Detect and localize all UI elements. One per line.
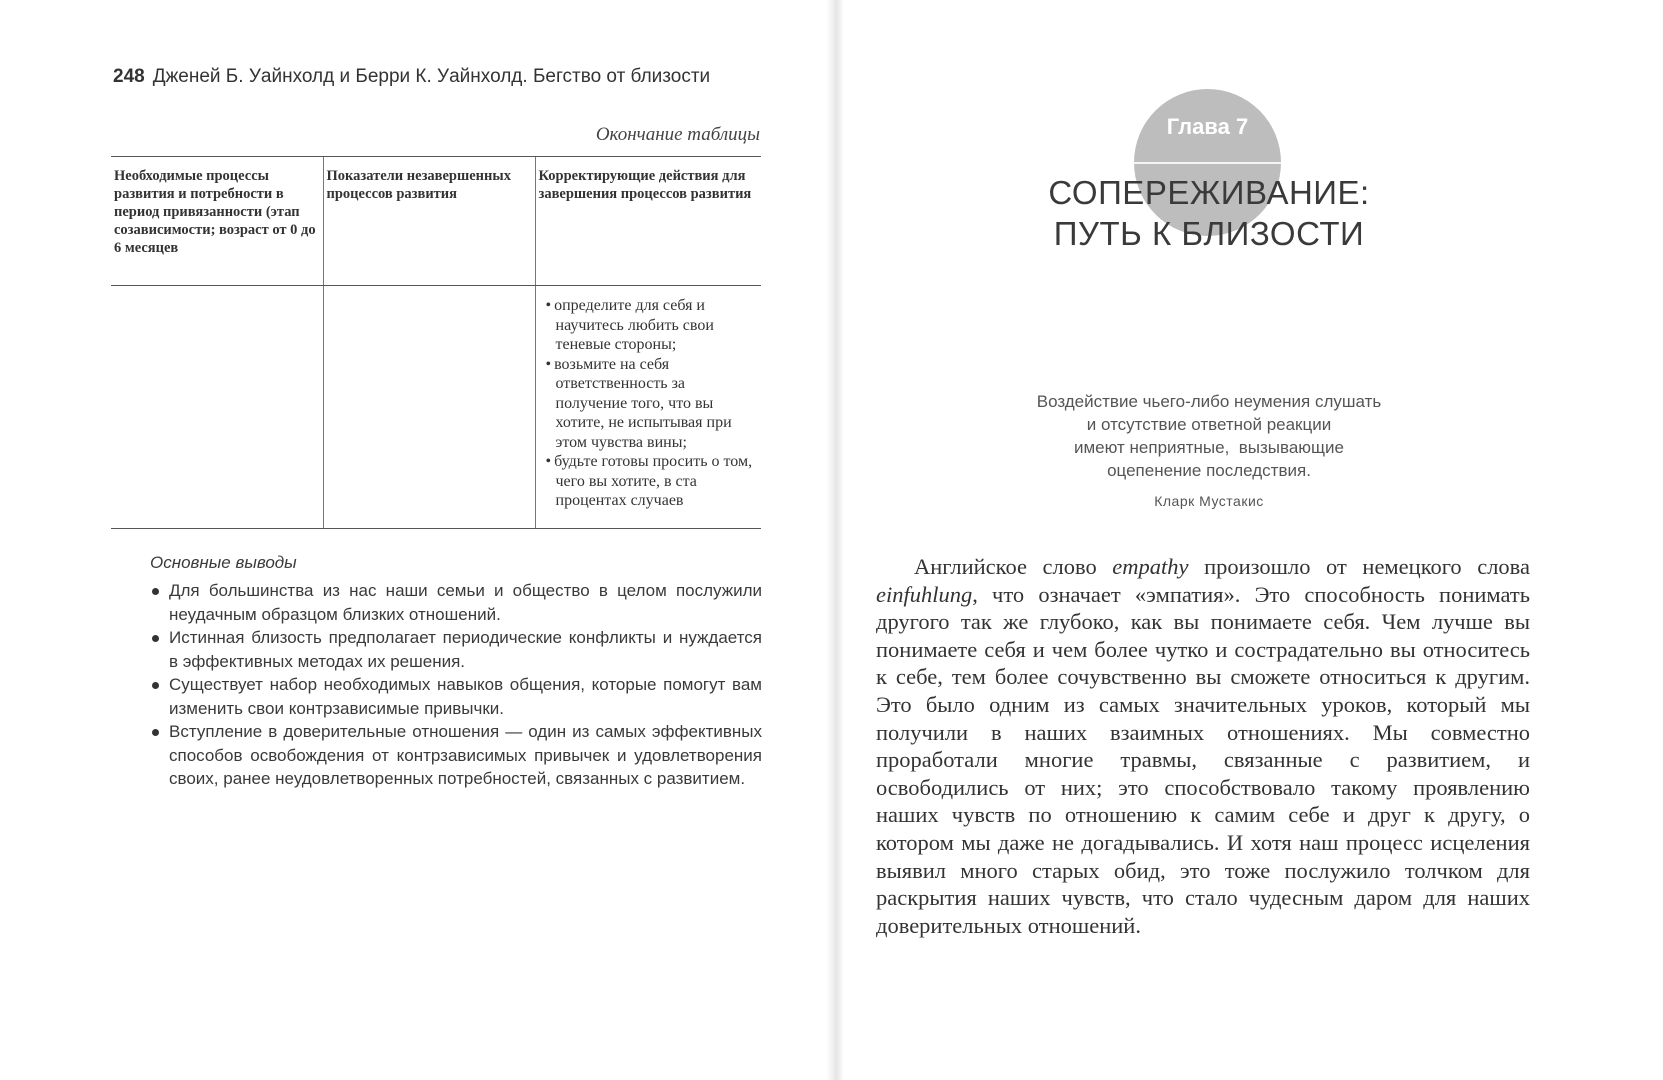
table-header-cell: Показатели незавершенных процессов развития [323,157,535,286]
chapter-title-line: ПУТЬ К БЛИЗОСТИ [1053,215,1365,252]
table-caption: Окончание таблицы [595,124,760,145]
running-head-text: Дженей Б. Уайнхолд и Берри К. Уайнхолд. Бегство от близости [152,66,711,87]
corrective-actions-list [546,296,758,511]
list-item: • определите для себя и научитесь любить свои теневые стороны; [546,296,758,355]
list-item: Истинная близость предполагает периодические конфликты и нуждается в эффективных методах их решения. [150,626,762,673]
conclusions-list [150,579,762,791]
epigraph-line: имеют неприятные, вызывающие [1074,438,1344,457]
chapter-title [964,172,1454,254]
term-empathy: empathy [1112,554,1189,579]
conclusions-section [150,553,762,791]
page-number: 248 [113,66,145,87]
table-cell [111,286,323,529]
epigraph-line: и отсутствие ответной реакции [1086,415,1332,434]
conclusions-heading: Основные выводы [150,553,297,572]
term-einfuhlung: einfuhlung [876,581,973,607]
right-page [844,0,1663,1080]
list-item: Существует набор необходимых навыков общения, которые помогут вам изменить свои контрзависимые привычки. [150,673,762,720]
running-head [113,66,710,88]
table-cell [535,286,761,529]
list-item: Для большинства из нас наши семьи и общество в целом послужили неудачным образцом близких отношений. [150,579,762,626]
body-text-part: , что означает «эмпатия». Это способность понимать другого так же глубоко, как вы понимаете себя. Чем лучше вы понимаете себя и чем более чутко и сострадательно вы относитесь к себе, тем более сочувственно вы сможете относиться к другим. Это было одним из самых значительных уроков, который мы получили в наших взаимных отношениях. Мы совместно проработали многие травмы, связанные с развитием, и освободились от них; это способствовало такому проявлению наших чувств по отношению к самим себе и друг к другу, о котором мы даже не догадывались. И хотя наш процесс исцеления выявил много старых обид, это тоже послужило толчком для раскрытия наших чувств, что стало чудесным даром для наших доверительных отношений. [876,581,1530,938]
epigraph [984,390,1434,513]
body-text-part: произошло от немецкого слова [1188,554,1530,579]
table-header-row [111,157,761,286]
list-item: Вступление в доверительные отношения — один из самых эффективных способов освобождения от контрзависимых привычек и удовлетворения своих, ранее неудовлетворенных потребностей, связанных с развитием. [150,720,762,791]
table-header-cell: Корректирующие действия для завершения процессов развития [535,157,761,286]
epigraph-author: Кларк Мустакис [1154,493,1264,509]
table-header-cell: Необходимые процессы развития и потребности в период привязанности (этап созависимости; возраст от 0 до 6 месяцев [111,157,323,286]
book-spine-shadow [826,0,844,1080]
chapter-label: Глава 7 [1166,114,1249,139]
epigraph-line: Воздействие чьего-либо неумения слушать [1036,392,1382,411]
table-cell [323,286,535,529]
chapter-title-line: СОПЕРЕЖИВАНИЕ: [1048,174,1370,211]
epigraph-line: оцепенение последствия. [1107,461,1311,480]
table-row [111,286,761,529]
chapter-divider [1134,162,1281,164]
list-item: • будьте готовы просить о том, чего вы хотите, в ста процентах случаев [546,452,758,511]
left-page [0,0,826,1080]
body-paragraph [876,553,1530,939]
body-text-part: Английское слово [914,554,1113,579]
list-item: • возьмите на себя ответственность за получение того, что вы хотите, не испытывая при этом чувства вины; [546,355,758,453]
development-table [111,156,761,529]
